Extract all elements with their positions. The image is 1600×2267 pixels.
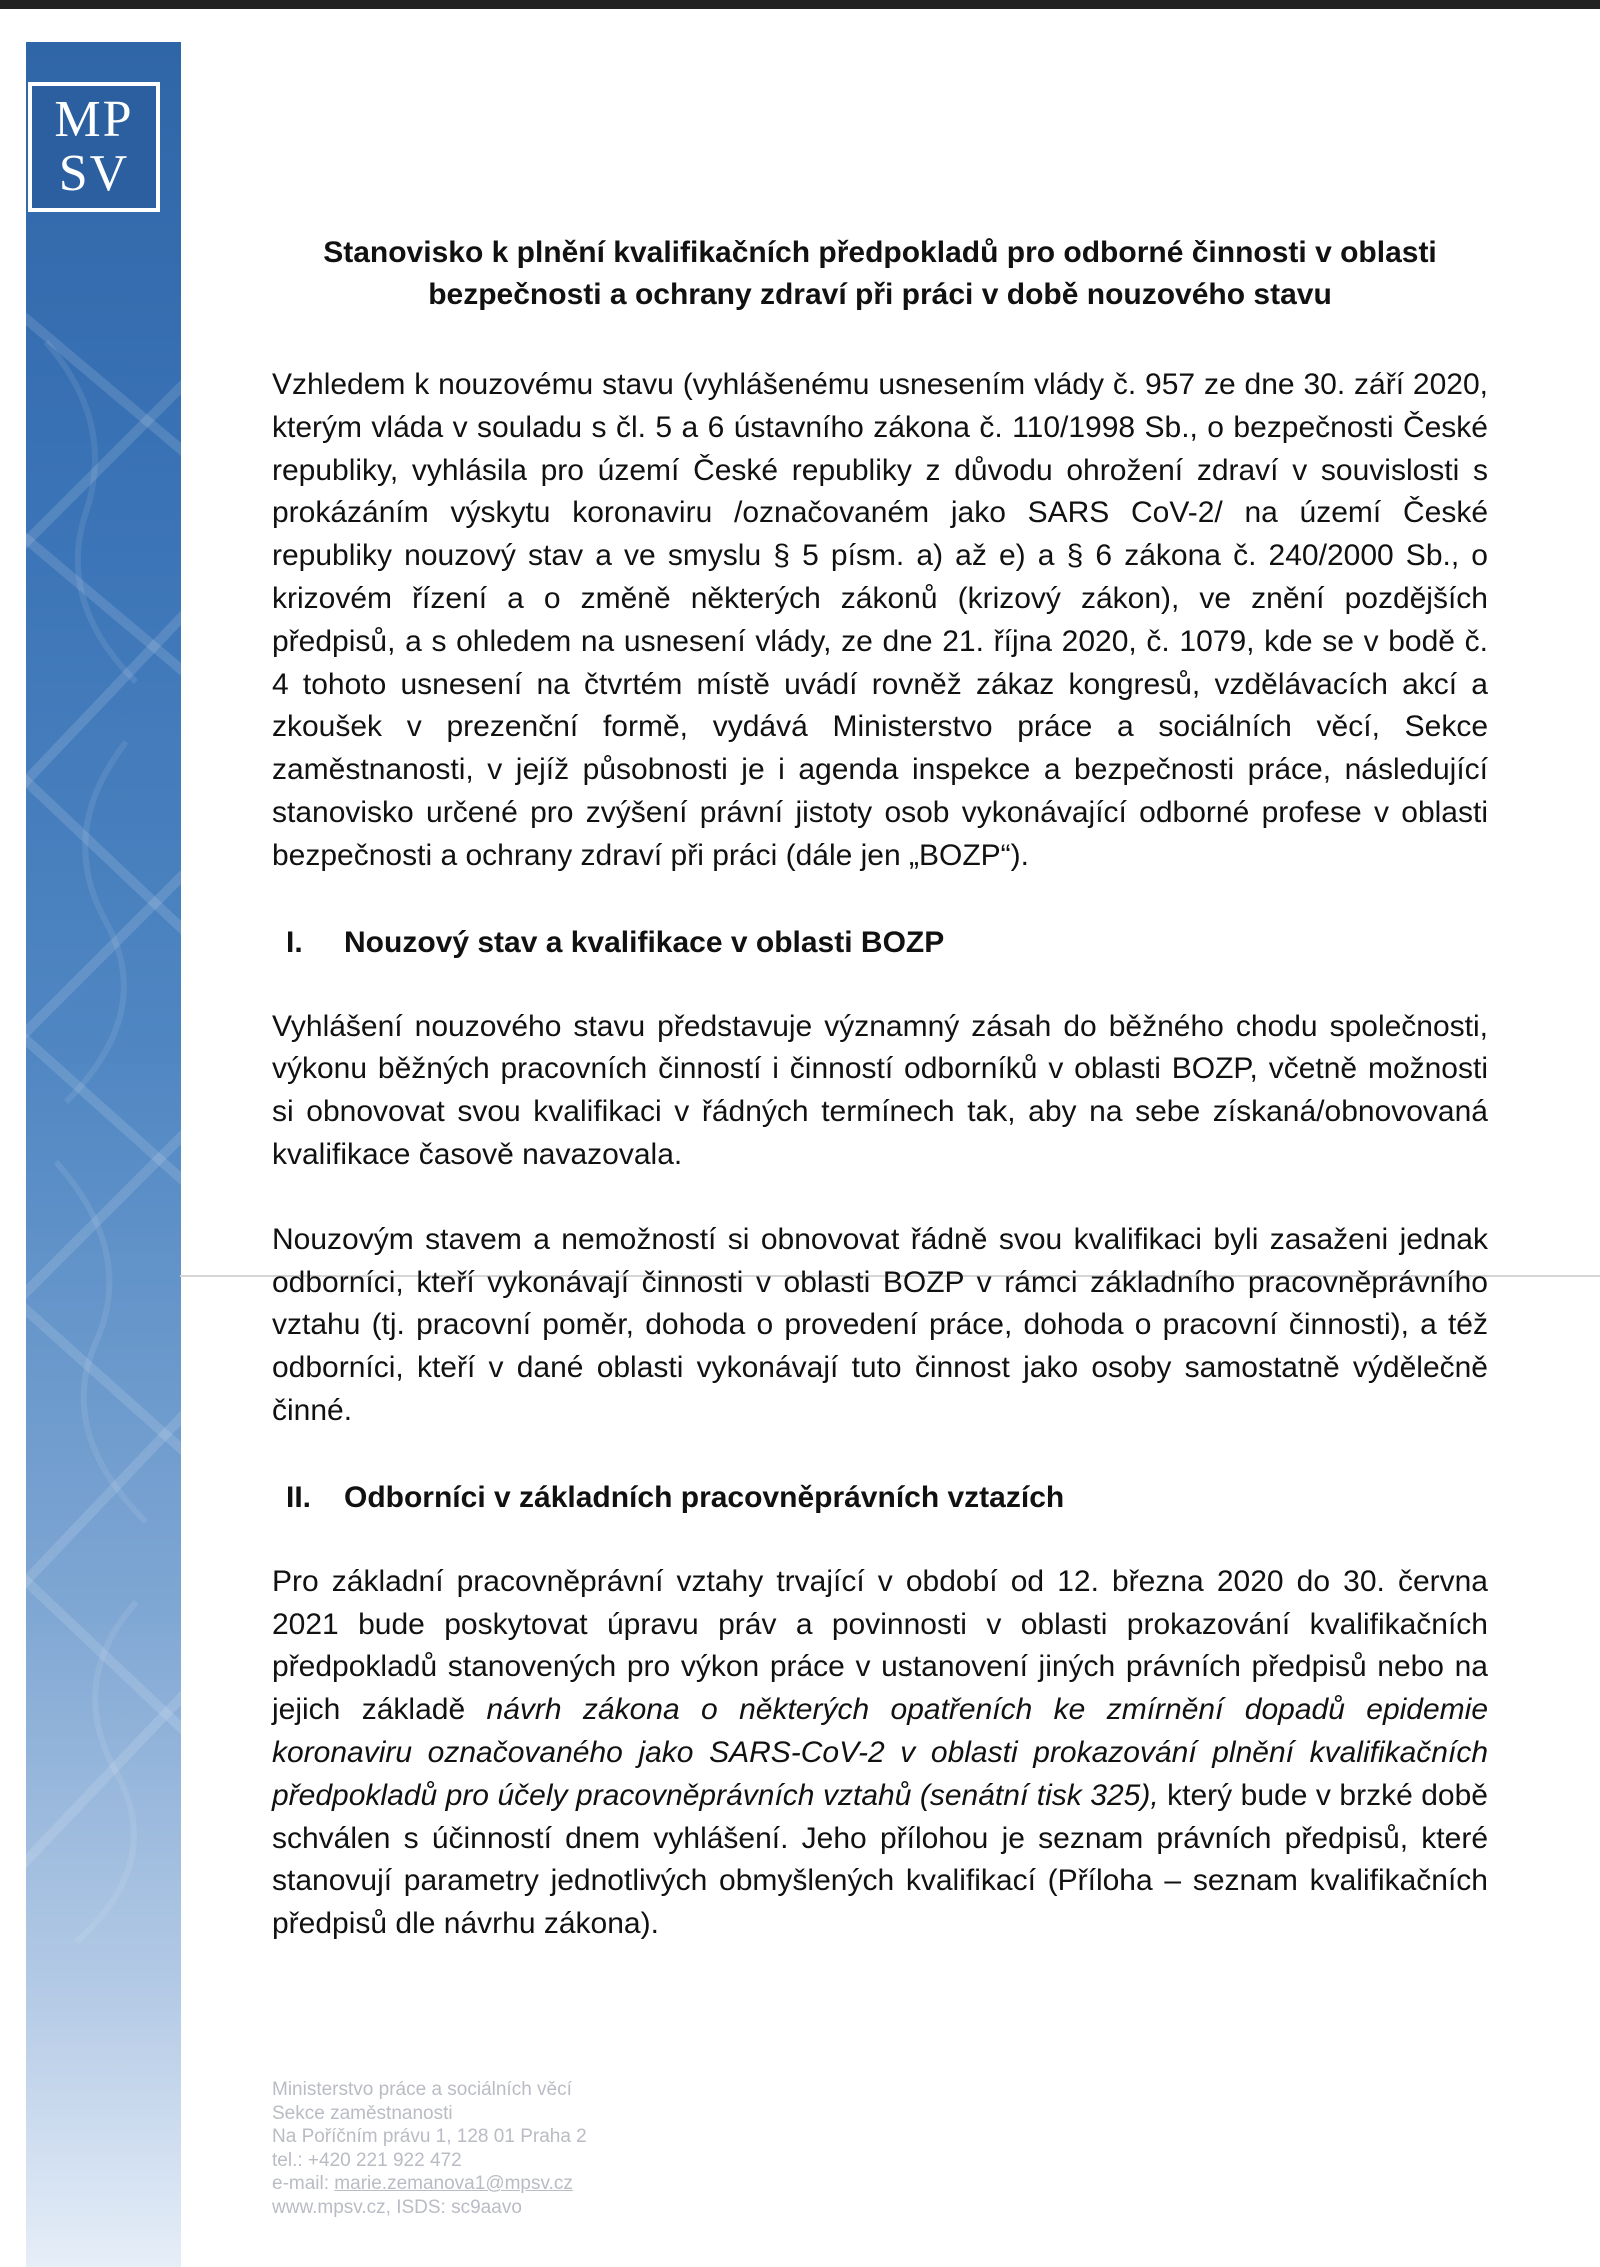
section-1-number: I.	[286, 925, 303, 959]
intro-paragraph: Vzhledem k nouzovému stavu (vyhlášenému usnesením vlády č. 957 ze dne 30. září 2020, kterým vláda v souladu s čl. 5 a 6 ústavního zákona č. 110/1998 Sb., o bezpečnosti České republiky, vyhlásila pro území České republiky z důvodu ohrožení zdraví v souvislosti s prokázáním výskytu koronaviru /označovaném jako SARS CoV-2/ na území České republiky nouzový stav a ve smyslu § 5 písm. a) až e) a § 6 zákona č. 240/2000 Sb., o krizovém řízení a o změně některých zákonů (krizový zákon), ve znění pozdějších předpisů, a s ohledem na usnesení vlády, ze dne 21. října 2020, č. 1079, kde se v bodě č. 4 tohoto usnesení na čtvrtém místě uvádí rovněž zákaz kongresů, vzdělávacích akcí a zkoušek v prezenční formě, vydává Ministerstvo práce a sociálních věcí, Sekce zaměstnanosti, v jejíž působnosti je i agenda inspekce a bezpečnosti práce, následující stanovisko určené pro zvýšení právní jistoty osob vykonávající odborné profese v oblasti bezpečnosti a ochrany zdraví při práci (dále jen „BOZP“).	[272, 368, 1488, 872]
decorative-side-band	[26, 42, 181, 2267]
title-line-2: bezpečnosti a ochrany zdraví při práci v době nouzového stavu	[428, 278, 1332, 311]
scan-top-edge	[0, 0, 1600, 9]
footer-email-link[interactable]: marie.zemanova1@mpsv.cz	[334, 2173, 573, 2194]
footer-address: Na Poříčním právu 1, 128 01 Praha 2	[272, 2126, 587, 2147]
section-1-paragraph-1: Vyhlášení nouzového stavu představuje významný zásah do běžného chodu společnosti, výkonu běžných pracovních činností i činností odborníků v oblasti BOZP, včetně možnosti si obnovovat svou kvalifikaci v řádných termínech tak, aby na sebe získaná/obnovovaná kvalifikace časově navazovala.	[272, 1009, 1488, 1171]
title-line-1: Stanovisko k plnění kvalifikačních předpokladů pro odborné činnosti v oblasti	[323, 236, 1437, 269]
document-body	[272, 232, 1488, 1946]
footer-phone: tel.: +420 221 922 472	[272, 2149, 462, 2171]
section-2-paragraph	[272, 1561, 1488, 1946]
section-2-heading	[272, 1477, 1488, 1519]
letterhead-footer	[272, 2078, 587, 2219]
footer-web: www.mpsv.cz, ISDS: sc9aavo	[272, 2196, 522, 2218]
section-2-bill-title: návrh zákona o některých opatřeních ke zmírnění dopadů epidemie koronaviru označovaného jako SARS-CoV-2 v oblasti prokazování plnění kvalifikačních předpokladů pro účely pracovněprávních vztahů (senátní tisk 325),	[272, 1693, 1489, 1812]
section-2-number: II.	[286, 1480, 312, 1514]
logo-text-sv: SV	[58, 145, 130, 202]
side-band-pattern	[26, 42, 181, 2267]
section-2-text-end: který bude v brzké době schválen s účinností dnem vyhlášení. Jeho přílohou je seznam právních předpisů, které stanovují parametry jednotlivých obmyšlených kvalifikací (Příloha – seznam kvalifikačních předpisů dle návrhu zákona).	[272, 1778, 1488, 1941]
footer-section: Sekce zaměstnanosti	[272, 2102, 453, 2124]
section-1-paragraph-2: Nouzovým stavem a nemožností si obnovovat řádně svou kvalifikaci byli zasaženi jednak odborníci, kteří vykonávají činnosti v oblasti BOZP v rámci základního pracovněprávního vztahu (tj. pracovní poměr, dohoda o provedení práce, dohoda o pracovní činnosti), a též odborníci, kteří v dané oblasti vykonávají tuto činnost jako osoby samostatně výdělečně činné.	[272, 1222, 1488, 1427]
footer-ministry: Ministerstvo práce a sociálních věcí	[272, 2079, 572, 2100]
section-1-title: Nouzový stav a kvalifikace v oblasti BOZP	[344, 925, 945, 959]
section-1-heading	[272, 922, 1488, 964]
logo-text-mp: MP	[54, 91, 134, 148]
mpsv-logo	[28, 82, 160, 212]
footer-email-row	[272, 2172, 587, 2196]
document-title	[272, 232, 1488, 316]
footer-email-label: e-mail:	[272, 2173, 335, 2194]
section-2-title: Odborníci v základních pracovněprávních vztazích	[344, 1480, 1065, 1514]
section-2-text-start: Pro základní pracovněprávní vztahy trvající v období od 12. března 2020 do 30. června 2021 bude poskytovat úpravu práv a povinnosti v oblasti prokazování kvalifikačních předpokladů stanovených pro výkon práce v ustanovení jiných právních předpisů nebo na jejich základě	[272, 1564, 1488, 1727]
